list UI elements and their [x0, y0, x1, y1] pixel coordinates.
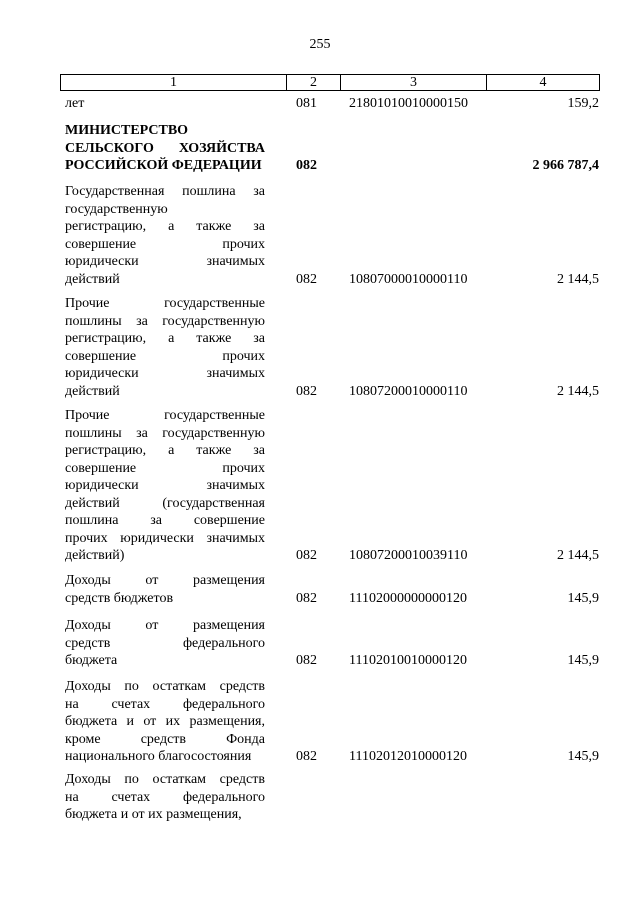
row-name-line: государственную — [65, 201, 168, 217]
row-sum: 145,9 — [567, 590, 599, 606]
row-name — [65, 771, 265, 824]
row-name — [65, 572, 265, 607]
row-name-line: пошлины за государственную — [65, 313, 265, 329]
row-name-line: на счетах федерального — [65, 696, 265, 712]
row-kbk: 11102010010000120 — [349, 653, 467, 668]
row-sum: 145,9 — [567, 749, 599, 764]
row-name-line: совершение прочих — [65, 348, 265, 364]
row-name-line: СЕЛЬСКОГО ХОЗЯЙСТВА — [65, 140, 265, 156]
row-name-line: пошлины за государственную — [65, 425, 265, 441]
row-code: 081 — [296, 96, 317, 111]
column-header-3: 3 — [340, 74, 487, 91]
row-name-line: Прочие государственные — [65, 408, 265, 423]
row-name — [65, 295, 265, 400]
column-header-1: 1 — [60, 74, 287, 91]
row-sum: 2 966 787,4 — [532, 158, 599, 173]
row-name-line: регистрацию, а также за — [65, 331, 265, 346]
row-name-line: РОССИЙСКОЙ ФЕДЕРАЦИИ — [65, 158, 262, 173]
row-name — [65, 183, 265, 288]
row-name-line: на счетах федерального — [65, 789, 265, 805]
row-name-line: юридически значимых — [65, 366, 265, 381]
row-name-line: Доходы по остаткам средств — [65, 772, 265, 787]
row-sum: 2 144,5 — [557, 548, 599, 563]
row-sum: 2 144,5 — [557, 271, 599, 287]
row-name-line: бюджета и от их размещения, — [65, 714, 265, 729]
row-name — [65, 95, 265, 113]
row-kbk: 10807200010039110 — [349, 548, 468, 563]
row-name-line: средств бюджетов — [65, 590, 174, 606]
row-name-line: юридически значимых — [65, 478, 265, 493]
row-name-line: национального благосостояния — [65, 749, 252, 764]
row-name-line: совершение прочих — [65, 460, 265, 476]
row-name-line: действий) — [65, 548, 125, 563]
row-name-line: Доходы по остаткам средств — [65, 679, 265, 694]
row-name — [65, 122, 265, 175]
page-number: 255 — [309, 37, 331, 52]
row-name-line: бюджета — [65, 653, 118, 668]
row-name-line: пошлина за совершение — [65, 513, 265, 528]
row-code: 082 — [296, 548, 317, 563]
row-name-line: Прочие государственные — [65, 296, 265, 311]
row-name-line: кроме средств Фонда — [65, 731, 265, 747]
row-name-line: прочих юридически значимых — [65, 530, 265, 546]
row-name — [65, 678, 265, 766]
row-sum: 2 144,5 — [557, 383, 599, 399]
column-header-4: 4 — [486, 74, 600, 91]
row-sum: 159,2 — [567, 96, 599, 111]
row-code: 082 — [296, 158, 317, 173]
row-kbk: 10807200010000110 — [349, 383, 468, 399]
row-name-line: действий — [65, 383, 120, 399]
row-code: 082 — [296, 749, 317, 764]
row-kbk: 11102012010000120 — [349, 749, 467, 764]
row-name-line: регистрацию, а также за — [65, 219, 265, 234]
row-code: 082 — [296, 590, 317, 606]
row-name-line: Доходы от размещения — [65, 573, 265, 588]
row-name-line: действий — [65, 271, 120, 287]
row-name-line: юридически значимых — [65, 254, 265, 269]
row-name-line: Доходы от размещения — [65, 618, 265, 633]
row-name-line: совершение прочих — [65, 236, 265, 252]
row-name — [65, 407, 265, 565]
row-code: 082 — [296, 271, 317, 287]
row-name — [65, 617, 265, 670]
row-sum: 145,9 — [567, 653, 599, 668]
row-code: 082 — [296, 383, 317, 399]
column-header-2: 2 — [286, 74, 341, 91]
row-name-line: действий (государственная — [65, 495, 265, 511]
row-name-line: Государственная пошлина за — [65, 184, 265, 199]
row-name-line: регистрацию, а также за — [65, 443, 265, 458]
row-name-line: средств федерального — [65, 635, 265, 651]
row-name-line: МИНИСТЕРСТВО — [65, 123, 189, 138]
row-kbk: 10807000010000110 — [349, 271, 468, 287]
row-kbk: 11102000000000120 — [349, 590, 467, 606]
row-name-line: бюджета и от их размещения, — [65, 807, 242, 822]
row-code: 082 — [296, 653, 317, 668]
row-name-line: лет — [65, 96, 85, 111]
row-kbk: 21801010010000150 — [349, 96, 468, 111]
